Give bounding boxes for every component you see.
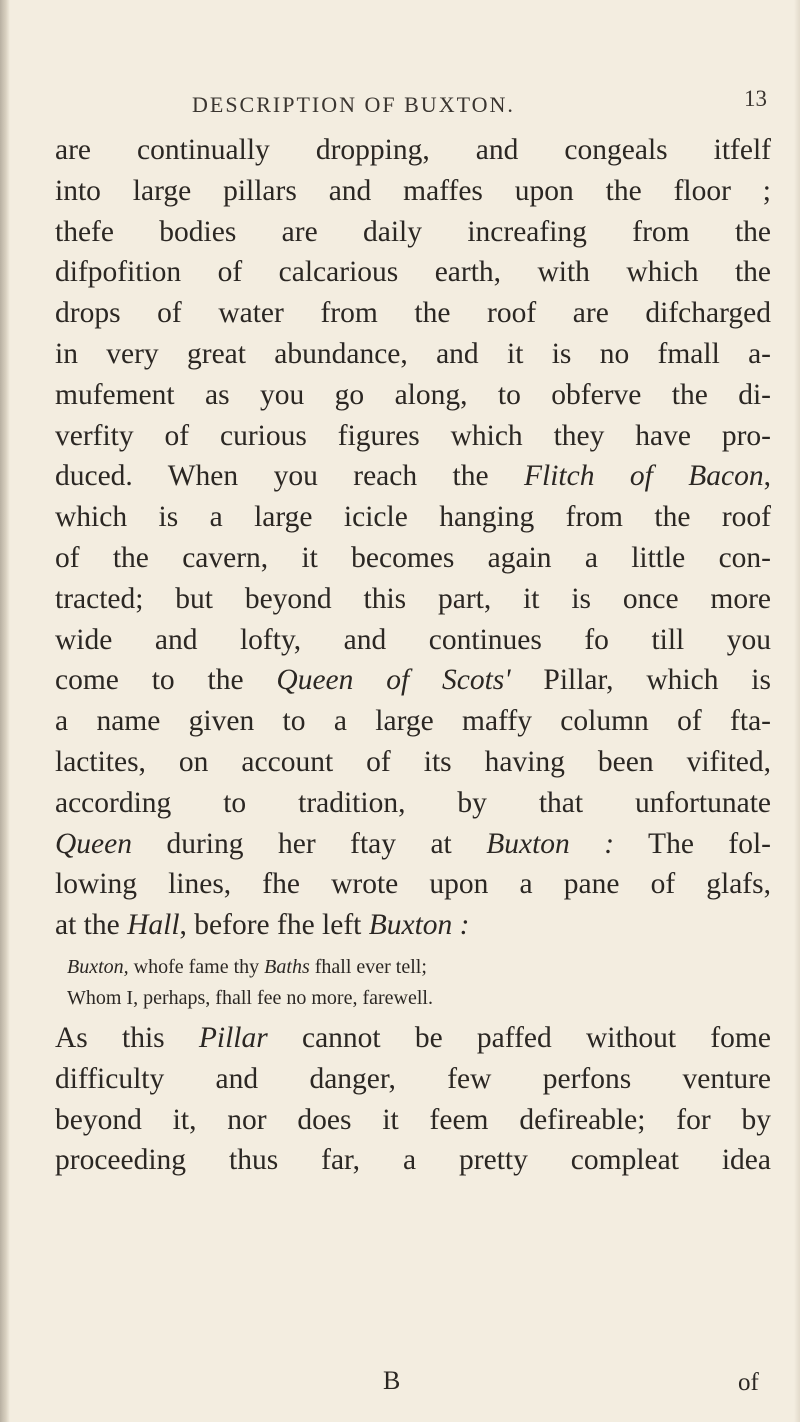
text-line: a name given to a large maffy column of fta- <box>55 705 771 738</box>
text-run: As this <box>55 1021 199 1054</box>
page-edge-left <box>0 0 10 1422</box>
text-line: wide and lofty, and continues fo till you <box>55 623 771 656</box>
text-line: lactites, on account of its having been vifited, <box>55 745 771 778</box>
text-line: beyond it, nor does it feem defireable; for by <box>55 1103 771 1136</box>
text-line: lowing lines, fhe wrote upon a pane of glafs, <box>55 868 771 901</box>
text-run: , <box>763 460 771 493</box>
text-run: fhall ever tell; <box>309 955 427 978</box>
italic-term-buxton: Buxton, <box>67 955 129 978</box>
text-line: thefe bodies are daily increafing from the <box>55 215 771 248</box>
text-line <box>55 1018 771 1059</box>
text-run: Pillar, which is <box>510 664 771 697</box>
verse-line: Whom I, perhaps, fhall fee no more, farewell. <box>67 986 433 1009</box>
italic-term-flitch-of-bacon: Flitch of Bacon <box>524 460 764 493</box>
page-edge-right <box>794 0 800 1422</box>
text-line: drops of water from the roof are difcharged <box>55 297 771 330</box>
text-run: duced. When you reach the <box>55 460 524 493</box>
text-line: verfity of curious figures which they have pro- <box>55 419 771 452</box>
italic-term-buxton: Buxton : <box>486 827 615 860</box>
text-line: which is a large icicle hanging from the roof <box>55 501 771 534</box>
italic-term-baths: Baths <box>264 955 310 978</box>
text-line: are continually dropping, and congeals itfelf <box>55 134 771 166</box>
italic-term-queen-of-scots: Queen of Scots' <box>276 664 511 697</box>
text-line: according to tradition, by that unfortunate <box>55 786 771 819</box>
text-line: mufement as you go along, to obferve the di- <box>55 378 771 411</box>
text-run: cannot be paffed without fome <box>267 1021 771 1054</box>
text-line <box>55 456 771 497</box>
text-run: The fol- <box>614 827 771 860</box>
text-line <box>55 660 771 701</box>
text-line: tracted; but beyond this part, it is once more <box>55 582 771 615</box>
text-line: difpofition of calcarious earth, with which the <box>55 256 771 289</box>
italic-term-buxton: Buxton : <box>368 909 470 942</box>
text-run: at the <box>55 909 128 942</box>
text-run: , before fhe left <box>179 909 369 942</box>
text-line: of the cavern, it becomes again a little con- <box>55 541 771 574</box>
text-line <box>55 824 771 865</box>
italic-term-pillar: Pillar <box>198 1021 268 1054</box>
text-run: during her ftay at <box>132 827 487 860</box>
italic-term-hall: Hall <box>127 909 180 942</box>
signature-mark: B <box>383 1366 401 1395</box>
italic-term-queen: Queen <box>55 827 132 860</box>
text-line: into large pillars and maffes upon the floor ; <box>55 174 771 207</box>
running-title: DESCRIPTION OF BUXTON. <box>192 92 515 117</box>
page-number: 13 <box>744 86 767 111</box>
verse-line <box>55 952 771 983</box>
text-line: proceeding thus far, a pretty compleat idea <box>55 1144 771 1177</box>
text-line <box>55 905 771 946</box>
text-line: difficulty and danger, few perfons venture <box>55 1062 771 1095</box>
text-run: whofe fame thy <box>128 955 265 978</box>
text-line: in very great abundance, and it is no fmall a- <box>55 337 771 370</box>
catchword: of <box>738 1369 759 1396</box>
text-run: come to the <box>55 664 277 697</box>
body-text <box>55 130 771 1181</box>
